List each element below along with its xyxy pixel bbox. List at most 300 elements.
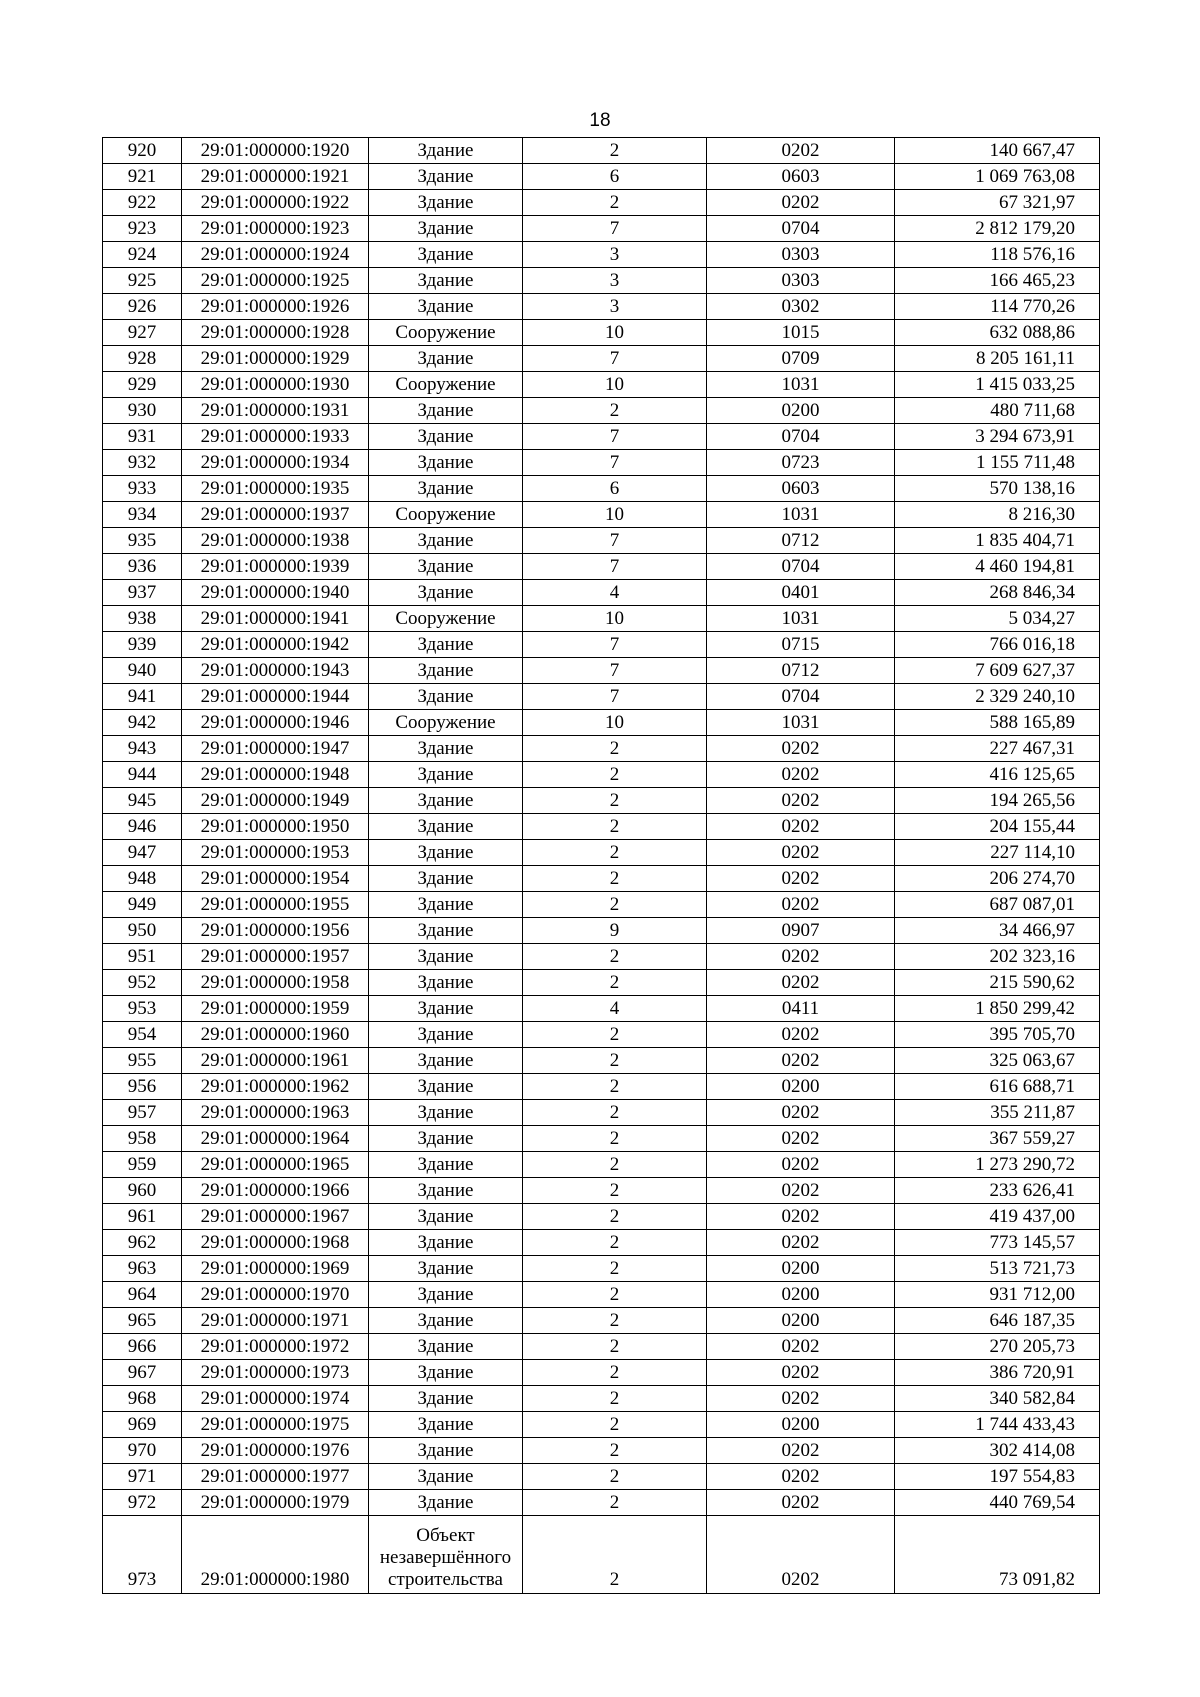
cadastral-number-cell: 29:01:000000:1959 bbox=[182, 996, 369, 1022]
object-type-cell: Здание bbox=[369, 1126, 523, 1152]
object-type-cell: Здание bbox=[369, 450, 523, 476]
group-cell: 7 bbox=[523, 554, 707, 580]
table-row bbox=[103, 294, 1100, 320]
code-cell: 0202 bbox=[707, 1490, 895, 1516]
row-number-cell: 935 bbox=[103, 528, 182, 554]
table-row bbox=[103, 762, 1100, 788]
row-number-cell: 920 bbox=[103, 138, 182, 164]
group-cell: 2 bbox=[523, 1048, 707, 1074]
row-number-cell: 921 bbox=[103, 164, 182, 190]
table-row bbox=[103, 398, 1100, 424]
table-row bbox=[103, 1308, 1100, 1334]
object-type-cell: Здание bbox=[369, 1438, 523, 1464]
cadastral-value-cell: 233 626,41 bbox=[895, 1178, 1100, 1204]
table-row bbox=[103, 1360, 1100, 1386]
row-number-cell: 923 bbox=[103, 216, 182, 242]
property-registry-table bbox=[102, 137, 1100, 1594]
object-type-cell: Здание bbox=[369, 892, 523, 918]
group-cell: 6 bbox=[523, 164, 707, 190]
cadastral-value-cell: 7 609 627,37 bbox=[895, 658, 1100, 684]
cadastral-value-cell: 1 069 763,08 bbox=[895, 164, 1100, 190]
table-row bbox=[103, 684, 1100, 710]
cadastral-value-cell: 8 216,30 bbox=[895, 502, 1100, 528]
group-cell: 7 bbox=[523, 632, 707, 658]
group-cell: 2 bbox=[523, 1490, 707, 1516]
group-cell: 10 bbox=[523, 710, 707, 736]
table-row bbox=[103, 1126, 1100, 1152]
cadastral-value-cell: 227 114,10 bbox=[895, 840, 1100, 866]
group-cell: 2 bbox=[523, 1334, 707, 1360]
cadastral-number-cell: 29:01:000000:1948 bbox=[182, 762, 369, 788]
group-cell: 7 bbox=[523, 450, 707, 476]
row-number-cell: 939 bbox=[103, 632, 182, 658]
group-cell: 2 bbox=[523, 840, 707, 866]
group-cell: 2 bbox=[523, 1204, 707, 1230]
cadastral-value-cell: 773 145,57 bbox=[895, 1230, 1100, 1256]
object-type-cell: Здание bbox=[369, 996, 523, 1022]
code-cell: 0202 bbox=[707, 1048, 895, 1074]
object-type-cell: Здание bbox=[369, 1204, 523, 1230]
object-type-cell: Здание bbox=[369, 346, 523, 372]
row-number-cell: 934 bbox=[103, 502, 182, 528]
cadastral-value-cell: 367 559,27 bbox=[895, 1126, 1100, 1152]
code-cell: 0202 bbox=[707, 736, 895, 762]
table-row bbox=[103, 710, 1100, 736]
cadastral-value-cell: 1 155 711,48 bbox=[895, 450, 1100, 476]
cadastral-value-cell: 4 460 194,81 bbox=[895, 554, 1100, 580]
code-cell: 0202 bbox=[707, 190, 895, 216]
cadastral-value-cell: 395 705,70 bbox=[895, 1022, 1100, 1048]
cadastral-number-cell: 29:01:000000:1955 bbox=[182, 892, 369, 918]
code-cell: 0202 bbox=[707, 970, 895, 996]
row-number-cell: 970 bbox=[103, 1438, 182, 1464]
object-type-cell: Здание bbox=[369, 398, 523, 424]
table-row bbox=[103, 918, 1100, 944]
row-number-cell: 942 bbox=[103, 710, 182, 736]
row-number-cell: 922 bbox=[103, 190, 182, 216]
code-cell: 1015 bbox=[707, 320, 895, 346]
object-type-cell: Здание bbox=[369, 1230, 523, 1256]
cadastral-value-cell: 440 769,54 bbox=[895, 1490, 1100, 1516]
table-row bbox=[103, 1282, 1100, 1308]
group-cell: 2 bbox=[523, 1308, 707, 1334]
object-type-cell: Сооружение bbox=[369, 320, 523, 346]
code-cell: 0202 bbox=[707, 1152, 895, 1178]
cadastral-value-cell: 570 138,16 bbox=[895, 476, 1100, 502]
cadastral-number-cell: 29:01:000000:1956 bbox=[182, 918, 369, 944]
table-row bbox=[103, 814, 1100, 840]
code-cell: 1031 bbox=[707, 372, 895, 398]
table-row bbox=[103, 476, 1100, 502]
cadastral-number-cell: 29:01:000000:1922 bbox=[182, 190, 369, 216]
row-number-cell: 967 bbox=[103, 1360, 182, 1386]
row-number-cell: 961 bbox=[103, 1204, 182, 1230]
object-type-cell: Здание bbox=[369, 1178, 523, 1204]
row-number-cell: 943 bbox=[103, 736, 182, 762]
code-cell: 0200 bbox=[707, 1308, 895, 1334]
cadastral-value-cell: 616 688,71 bbox=[895, 1074, 1100, 1100]
cadastral-number-cell: 29:01:000000:1933 bbox=[182, 424, 369, 450]
cadastral-value-cell: 166 465,23 bbox=[895, 268, 1100, 294]
cadastral-number-cell: 29:01:000000:1946 bbox=[182, 710, 369, 736]
object-type-cell: Здание bbox=[369, 1464, 523, 1490]
table-row bbox=[103, 268, 1100, 294]
cadastral-value-cell: 8 205 161,11 bbox=[895, 346, 1100, 372]
cadastral-number-cell: 29:01:000000:1954 bbox=[182, 866, 369, 892]
cadastral-number-cell: 29:01:000000:1937 bbox=[182, 502, 369, 528]
table-row bbox=[103, 1438, 1100, 1464]
table-row bbox=[103, 1256, 1100, 1282]
cadastral-number-cell: 29:01:000000:1969 bbox=[182, 1256, 369, 1282]
object-type-cell: Здание bbox=[369, 736, 523, 762]
row-number-cell: 952 bbox=[103, 970, 182, 996]
cadastral-number-cell: 29:01:000000:1967 bbox=[182, 1204, 369, 1230]
table-row bbox=[103, 1100, 1100, 1126]
object-type-cell: Здание bbox=[369, 1308, 523, 1334]
table-row bbox=[103, 658, 1100, 684]
cadastral-number-cell: 29:01:000000:1979 bbox=[182, 1490, 369, 1516]
cadastral-number-cell: 29:01:000000:1975 bbox=[182, 1412, 369, 1438]
table-row bbox=[103, 892, 1100, 918]
cadastral-value-cell: 5 034,27 bbox=[895, 606, 1100, 632]
row-number-cell: 958 bbox=[103, 1126, 182, 1152]
group-cell: 2 bbox=[523, 1074, 707, 1100]
code-cell: 0202 bbox=[707, 892, 895, 918]
row-number-cell: 968 bbox=[103, 1386, 182, 1412]
table-row bbox=[103, 450, 1100, 476]
cadastral-value-cell: 1 273 290,72 bbox=[895, 1152, 1100, 1178]
group-cell: 4 bbox=[523, 996, 707, 1022]
cadastral-value-cell: 270 205,73 bbox=[895, 1334, 1100, 1360]
code-cell: 0202 bbox=[707, 866, 895, 892]
cadastral-number-cell: 29:01:000000:1926 bbox=[182, 294, 369, 320]
code-cell: 0302 bbox=[707, 294, 895, 320]
table-row bbox=[103, 606, 1100, 632]
row-number-cell: 969 bbox=[103, 1412, 182, 1438]
code-cell: 1031 bbox=[707, 606, 895, 632]
table-row bbox=[103, 788, 1100, 814]
code-cell: 0202 bbox=[707, 1360, 895, 1386]
row-number-cell: 928 bbox=[103, 346, 182, 372]
row-number-cell: 954 bbox=[103, 1022, 182, 1048]
group-cell: 2 bbox=[523, 736, 707, 762]
object-type-cell: Здание bbox=[369, 866, 523, 892]
object-type-cell: Здание bbox=[369, 944, 523, 970]
cadastral-value-cell: 325 063,67 bbox=[895, 1048, 1100, 1074]
cadastral-value-cell: 416 125,65 bbox=[895, 762, 1100, 788]
code-cell: 0907 bbox=[707, 918, 895, 944]
group-cell: 7 bbox=[523, 424, 707, 450]
code-cell: 0202 bbox=[707, 1204, 895, 1230]
object-type-cell: Здание bbox=[369, 1282, 523, 1308]
cadastral-number-cell: 29:01:000000:1938 bbox=[182, 528, 369, 554]
cadastral-number-cell: 29:01:000000:1957 bbox=[182, 944, 369, 970]
object-type-cell: Здание bbox=[369, 970, 523, 996]
row-number-cell: 941 bbox=[103, 684, 182, 710]
code-cell: 0723 bbox=[707, 450, 895, 476]
object-type-cell: Здание bbox=[369, 1360, 523, 1386]
cadastral-number-cell: 29:01:000000:1953 bbox=[182, 840, 369, 866]
group-cell: 2 bbox=[523, 1360, 707, 1386]
cadastral-number-cell: 29:01:000000:1944 bbox=[182, 684, 369, 710]
group-cell: 2 bbox=[523, 944, 707, 970]
cadastral-number-cell: 29:01:000000:1964 bbox=[182, 1126, 369, 1152]
table-row bbox=[103, 1334, 1100, 1360]
code-cell: 0200 bbox=[707, 1256, 895, 1282]
row-number-cell: 925 bbox=[103, 268, 182, 294]
group-cell: 2 bbox=[523, 190, 707, 216]
table-row bbox=[103, 1022, 1100, 1048]
table-row bbox=[103, 216, 1100, 242]
code-cell: 0709 bbox=[707, 346, 895, 372]
cadastral-number-cell: 29:01:000000:1980 bbox=[182, 1516, 369, 1594]
cadastral-number-cell: 29:01:000000:1977 bbox=[182, 1464, 369, 1490]
row-number-cell: 950 bbox=[103, 918, 182, 944]
cadastral-number-cell: 29:01:000000:1942 bbox=[182, 632, 369, 658]
code-cell: 0200 bbox=[707, 398, 895, 424]
row-number-cell: 972 bbox=[103, 1490, 182, 1516]
cadastral-value-cell: 268 846,34 bbox=[895, 580, 1100, 606]
cadastral-number-cell: 29:01:000000:1921 bbox=[182, 164, 369, 190]
group-cell: 2 bbox=[523, 970, 707, 996]
object-type-cell: Здание bbox=[369, 580, 523, 606]
table-row bbox=[103, 1516, 1100, 1594]
cadastral-value-cell: 215 590,62 bbox=[895, 970, 1100, 996]
row-number-cell: 930 bbox=[103, 398, 182, 424]
code-cell: 0303 bbox=[707, 242, 895, 268]
cadastral-value-cell: 2 329 240,10 bbox=[895, 684, 1100, 710]
group-cell: 2 bbox=[523, 762, 707, 788]
object-type-cell: Здание bbox=[369, 1074, 523, 1100]
group-cell: 2 bbox=[523, 138, 707, 164]
cadastral-number-cell: 29:01:000000:1961 bbox=[182, 1048, 369, 1074]
table-row bbox=[103, 138, 1100, 164]
cadastral-number-cell: 29:01:000000:1941 bbox=[182, 606, 369, 632]
code-cell: 0202 bbox=[707, 840, 895, 866]
cadastral-number-cell: 29:01:000000:1923 bbox=[182, 216, 369, 242]
group-cell: 2 bbox=[523, 1152, 707, 1178]
object-type-cell: Здание bbox=[369, 762, 523, 788]
row-number-cell: 962 bbox=[103, 1230, 182, 1256]
object-type-cell: Здание bbox=[369, 1334, 523, 1360]
cadastral-number-cell: 29:01:000000:1966 bbox=[182, 1178, 369, 1204]
cadastral-value-cell: 2 812 179,20 bbox=[895, 216, 1100, 242]
code-cell: 0202 bbox=[707, 1178, 895, 1204]
cadastral-number-cell: 29:01:000000:1949 bbox=[182, 788, 369, 814]
row-number-cell: 947 bbox=[103, 840, 182, 866]
group-cell: 2 bbox=[523, 1438, 707, 1464]
row-number-cell: 936 bbox=[103, 554, 182, 580]
cadastral-value-cell: 480 711,68 bbox=[895, 398, 1100, 424]
row-number-cell: 932 bbox=[103, 450, 182, 476]
code-cell: 0704 bbox=[707, 424, 895, 450]
group-cell: 2 bbox=[523, 1100, 707, 1126]
object-type-cell: Сооружение bbox=[369, 710, 523, 736]
object-type-cell: Здание bbox=[369, 1490, 523, 1516]
object-type-cell: Здание bbox=[369, 554, 523, 580]
code-cell: 0202 bbox=[707, 1230, 895, 1256]
object-type-cell: Здание bbox=[369, 476, 523, 502]
table-row bbox=[103, 372, 1100, 398]
cadastral-number-cell: 29:01:000000:1970 bbox=[182, 1282, 369, 1308]
table-body bbox=[103, 138, 1100, 1594]
object-type-cell: Здание bbox=[369, 684, 523, 710]
group-cell: 2 bbox=[523, 398, 707, 424]
table-row bbox=[103, 632, 1100, 658]
code-cell: 0712 bbox=[707, 658, 895, 684]
code-cell: 0202 bbox=[707, 1386, 895, 1412]
object-type-cell: Здание bbox=[369, 1048, 523, 1074]
code-cell: 0202 bbox=[707, 814, 895, 840]
object-type-cell: Здание bbox=[369, 294, 523, 320]
cadastral-value-cell: 202 323,16 bbox=[895, 944, 1100, 970]
group-cell: 2 bbox=[523, 1412, 707, 1438]
cadastral-value-cell: 931 712,00 bbox=[895, 1282, 1100, 1308]
object-type-cell: Здание bbox=[369, 788, 523, 814]
object-type-cell: Здание bbox=[369, 164, 523, 190]
table-row bbox=[103, 1152, 1100, 1178]
cadastral-number-cell: 29:01:000000:1947 bbox=[182, 736, 369, 762]
group-cell: 2 bbox=[523, 892, 707, 918]
row-number-cell: 965 bbox=[103, 1308, 182, 1334]
code-cell: 1031 bbox=[707, 502, 895, 528]
cadastral-number-cell: 29:01:000000:1925 bbox=[182, 268, 369, 294]
cadastral-number-cell: 29:01:000000:1934 bbox=[182, 450, 369, 476]
object-type-cell: Здание bbox=[369, 658, 523, 684]
code-cell: 0603 bbox=[707, 476, 895, 502]
group-cell: 2 bbox=[523, 866, 707, 892]
row-number-cell: 956 bbox=[103, 1074, 182, 1100]
group-cell: 2 bbox=[523, 1256, 707, 1282]
cadastral-number-cell: 29:01:000000:1928 bbox=[182, 320, 369, 346]
table-row bbox=[103, 970, 1100, 996]
group-cell: 2 bbox=[523, 1022, 707, 1048]
row-number-cell: 957 bbox=[103, 1100, 182, 1126]
object-type-cell: Здание bbox=[369, 840, 523, 866]
table-row bbox=[103, 1074, 1100, 1100]
cadastral-value-cell: 1 835 404,71 bbox=[895, 528, 1100, 554]
cadastral-number-cell: 29:01:000000:1973 bbox=[182, 1360, 369, 1386]
code-cell: 0202 bbox=[707, 1464, 895, 1490]
group-cell: 3 bbox=[523, 242, 707, 268]
code-cell: 0202 bbox=[707, 138, 895, 164]
object-type-cell: Здание bbox=[369, 1412, 523, 1438]
group-cell: 10 bbox=[523, 606, 707, 632]
row-number-cell: 944 bbox=[103, 762, 182, 788]
group-cell: 10 bbox=[523, 320, 707, 346]
table-row bbox=[103, 580, 1100, 606]
object-type-cell: Здание bbox=[369, 918, 523, 944]
row-number-cell: 938 bbox=[103, 606, 182, 632]
code-cell: 0202 bbox=[707, 1100, 895, 1126]
table-row bbox=[103, 164, 1100, 190]
code-cell: 0200 bbox=[707, 1412, 895, 1438]
cadastral-value-cell: 340 582,84 bbox=[895, 1386, 1100, 1412]
cadastral-number-cell: 29:01:000000:1929 bbox=[182, 346, 369, 372]
group-cell: 2 bbox=[523, 1516, 707, 1594]
cadastral-value-cell: 194 265,56 bbox=[895, 788, 1100, 814]
object-type-cell: Здание bbox=[369, 216, 523, 242]
group-cell: 10 bbox=[523, 502, 707, 528]
code-cell: 0202 bbox=[707, 944, 895, 970]
row-number-cell: 959 bbox=[103, 1152, 182, 1178]
object-type-cell: Здание bbox=[369, 632, 523, 658]
table-row bbox=[103, 1412, 1100, 1438]
row-number-cell: 949 bbox=[103, 892, 182, 918]
cadastral-value-cell: 67 321,97 bbox=[895, 190, 1100, 216]
code-cell: 0202 bbox=[707, 1126, 895, 1152]
cadastral-value-cell: 419 437,00 bbox=[895, 1204, 1100, 1230]
cadastral-number-cell: 29:01:000000:1940 bbox=[182, 580, 369, 606]
object-type-cell: Здание bbox=[369, 1386, 523, 1412]
object-type-cell: Здание bbox=[369, 1256, 523, 1282]
group-cell: 2 bbox=[523, 1126, 707, 1152]
object-type-cell: Объект незавершённого строительства bbox=[369, 1516, 523, 1594]
object-type-cell: Здание bbox=[369, 528, 523, 554]
object-type-cell: Здание bbox=[369, 1152, 523, 1178]
cadastral-number-cell: 29:01:000000:1931 bbox=[182, 398, 369, 424]
cadastral-number-cell: 29:01:000000:1972 bbox=[182, 1334, 369, 1360]
row-number-cell: 953 bbox=[103, 996, 182, 1022]
cadastral-value-cell: 513 721,73 bbox=[895, 1256, 1100, 1282]
object-type-cell: Здание bbox=[369, 190, 523, 216]
cadastral-number-cell: 29:01:000000:1930 bbox=[182, 372, 369, 398]
table-row bbox=[103, 996, 1100, 1022]
table-row bbox=[103, 320, 1100, 346]
code-cell: 0202 bbox=[707, 762, 895, 788]
cadastral-value-cell: 204 155,44 bbox=[895, 814, 1100, 840]
group-cell: 2 bbox=[523, 788, 707, 814]
cadastral-value-cell: 355 211,87 bbox=[895, 1100, 1100, 1126]
row-number-cell: 951 bbox=[103, 944, 182, 970]
row-number-cell: 964 bbox=[103, 1282, 182, 1308]
page-number: 18 bbox=[589, 110, 611, 131]
table-row bbox=[103, 1464, 1100, 1490]
group-cell: 2 bbox=[523, 1386, 707, 1412]
row-number-cell: 966 bbox=[103, 1334, 182, 1360]
cadastral-number-cell: 29:01:000000:1958 bbox=[182, 970, 369, 996]
group-cell: 7 bbox=[523, 346, 707, 372]
cadastral-number-cell: 29:01:000000:1924 bbox=[182, 242, 369, 268]
cadastral-value-cell: 206 274,70 bbox=[895, 866, 1100, 892]
table-row bbox=[103, 1204, 1100, 1230]
object-type-cell: Сооружение bbox=[369, 372, 523, 398]
object-type-cell: Сооружение bbox=[369, 502, 523, 528]
cadastral-value-cell: 140 667,47 bbox=[895, 138, 1100, 164]
group-cell: 6 bbox=[523, 476, 707, 502]
cadastral-number-cell: 29:01:000000:1939 bbox=[182, 554, 369, 580]
code-cell: 0202 bbox=[707, 788, 895, 814]
code-cell: 0202 bbox=[707, 1438, 895, 1464]
cadastral-value-cell: 766 016,18 bbox=[895, 632, 1100, 658]
cadastral-value-cell: 114 770,26 bbox=[895, 294, 1100, 320]
row-number-cell: 933 bbox=[103, 476, 182, 502]
code-cell: 0715 bbox=[707, 632, 895, 658]
cadastral-number-cell: 29:01:000000:1968 bbox=[182, 1230, 369, 1256]
code-cell: 0200 bbox=[707, 1074, 895, 1100]
cadastral-number-cell: 29:01:000000:1974 bbox=[182, 1386, 369, 1412]
cadastral-number-cell: 29:01:000000:1935 bbox=[182, 476, 369, 502]
code-cell: 0202 bbox=[707, 1516, 895, 1594]
cadastral-value-cell: 3 294 673,91 bbox=[895, 424, 1100, 450]
cadastral-value-cell: 687 087,01 bbox=[895, 892, 1100, 918]
table-row bbox=[103, 424, 1100, 450]
cadastral-number-cell: 29:01:000000:1950 bbox=[182, 814, 369, 840]
table-row bbox=[103, 346, 1100, 372]
table-row bbox=[103, 1230, 1100, 1256]
object-type-cell: Здание bbox=[369, 1100, 523, 1126]
cadastral-value-cell: 1 850 299,42 bbox=[895, 996, 1100, 1022]
